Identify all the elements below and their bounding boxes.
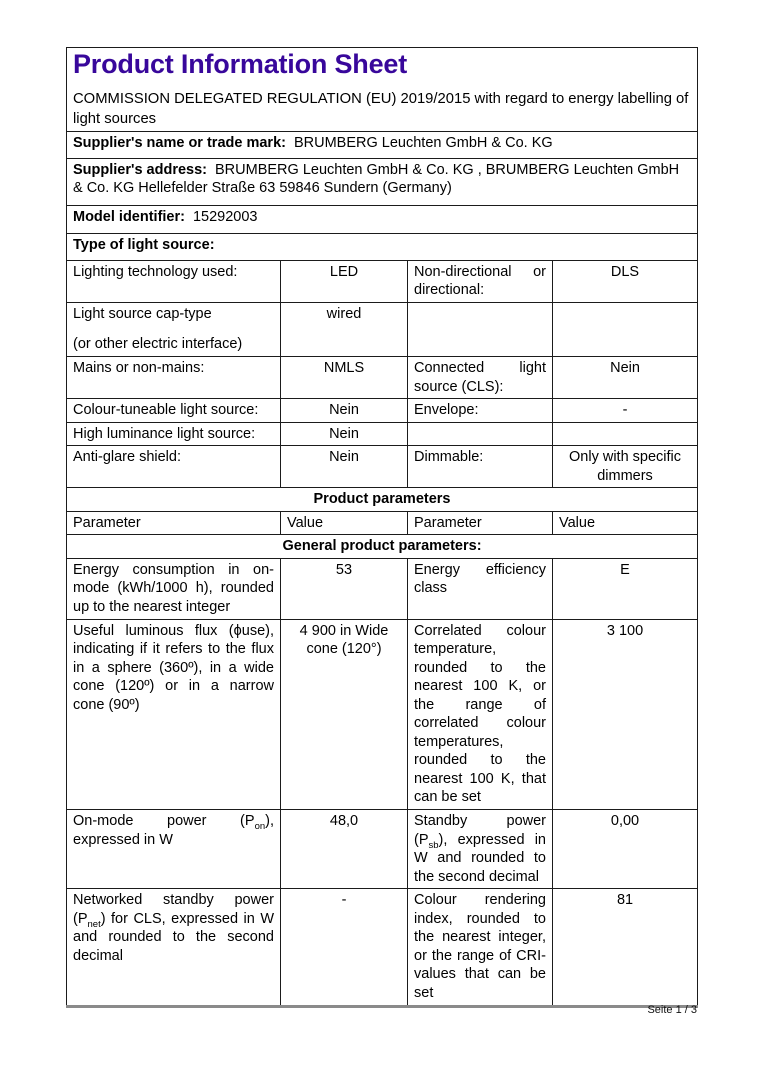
param-label	[408, 302, 553, 356]
section-header-row	[67, 488, 698, 512]
table-row	[67, 446, 698, 488]
param-label: On-mode power $(P_{on})$, expressed in W	[67, 810, 281, 889]
column-header-value: Value	[553, 511, 698, 535]
param-value: 81	[553, 889, 698, 1006]
cap-type-line2: (or other electric interface)	[73, 336, 243, 353]
column-header-parameter: Parameter	[67, 511, 281, 535]
supplier-address-row	[67, 158, 698, 205]
title-cell	[67, 48, 698, 132]
param-value: E	[553, 558, 698, 619]
param-label: Colour rendering index, rounded to the nearest integer, or the range of CRI-values that can be set	[408, 889, 553, 1006]
param-value	[553, 302, 698, 356]
param-label: Energy efficiency class	[408, 558, 553, 619]
param-label: Energy consumption in on-mode (kWh/1000 h), rounded up to the nearest integer	[67, 558, 281, 619]
table-row	[67, 619, 698, 809]
param-value: -	[281, 889, 408, 1006]
supplier-address-label: Supplier's address:	[73, 161, 207, 178]
param-value: wired	[281, 302, 408, 356]
page-number: Seite 1 / 3	[647, 1004, 697, 1016]
product-information-sheet	[66, 47, 697, 1008]
table-row	[67, 302, 698, 356]
type-of-light-source-cell	[67, 233, 698, 260]
param-label: Dimmable:	[408, 446, 553, 488]
param-value: Only with specific dimmers	[553, 446, 698, 488]
param-label: Colour-tuneable light source:	[67, 399, 281, 423]
param-value: 48,0	[281, 810, 408, 889]
model-identifier-value: 15292003	[192, 208, 258, 225]
column-header-parameter: Parameter	[408, 511, 553, 535]
supplier-name-row	[67, 131, 698, 158]
param-value: Nein	[281, 422, 408, 446]
model-identifier-row	[67, 205, 698, 233]
table-row	[67, 399, 698, 423]
regulation-subtitle: COMMISSION DELEGATED REGULATION (EU) 2019/2015 with regard to energy labelling of light sources	[73, 91, 689, 127]
param-label: Mains or non-mains:	[67, 357, 281, 399]
document-table	[66, 47, 698, 1008]
page-title: Product Information Sheet	[73, 49, 408, 79]
table-row	[67, 357, 698, 399]
cap-type-line1: Light source cap-type	[73, 305, 212, 322]
supplier-address-value: BRUMBERG Leuchten GmbH & Co. KG , BRUMBERG Leuchten GmbH & Co. KG Hellefelder Straße 63 59846 Sundern (Germany)	[73, 161, 680, 197]
product-parameters-header: Product parameters	[67, 488, 698, 512]
table-row	[67, 558, 698, 619]
param-value: DLS	[553, 260, 698, 302]
table-row	[67, 889, 698, 1006]
param-value: NMLS	[281, 357, 408, 399]
model-identifier-cell	[67, 205, 698, 233]
param-value: -	[553, 399, 698, 423]
table-row	[67, 422, 698, 446]
general-product-parameters-header: General product parameters:	[67, 535, 698, 559]
param-label: Standby power $(P_{sb})$, expressed in W and rounded to the second decimal	[408, 810, 553, 889]
param-label: Envelope:	[408, 399, 553, 423]
param-label	[67, 302, 281, 356]
column-header-row	[67, 511, 698, 535]
table-row	[67, 810, 698, 889]
supplier-address-cell	[67, 158, 698, 205]
param-label	[408, 422, 553, 446]
table-row	[67, 260, 698, 302]
supplier-name-label: Supplier's name or trade mark:	[73, 134, 286, 151]
param-label: Anti-glare shield:	[67, 446, 281, 488]
param-label: Non-directional or directional:	[408, 260, 553, 302]
title-row	[67, 48, 698, 132]
param-label: Networked standby power $(P_{net})$ for CLS, expressed in W and rounded to the second decimal	[67, 889, 281, 1006]
param-value: 0,00	[553, 810, 698, 889]
param-label: High luminance light source:	[67, 422, 281, 446]
param-value: Nein	[553, 357, 698, 399]
type-of-light-source-row	[67, 233, 698, 260]
param-label: Lighting technology used:	[67, 260, 281, 302]
type-of-light-source-label: Type of light source:	[73, 236, 215, 253]
param-label: Correlated colour temperature, rounded to the nearest 100 K, or the range of correlated colour temperatures, rounded to the nearest 100 K, that can be set	[408, 619, 553, 809]
supplier-name-value: BRUMBERG Leuchten GmbH & Co. KG	[293, 134, 553, 151]
param-label: Connected light source (CLS):	[408, 357, 553, 399]
supplier-name-cell	[67, 131, 698, 158]
param-value: Nein	[281, 446, 408, 488]
param-label: Useful luminous flux (ϕuse), indicating if it refers to the flux in a sphere (360º), in a wide cone (120º) or in a narrow cone (90º)	[67, 619, 281, 809]
param-value: LED	[281, 260, 408, 302]
param-value	[553, 422, 698, 446]
column-header-value: Value	[281, 511, 408, 535]
param-value: Nein	[281, 399, 408, 423]
model-identifier-label: Model identifier:	[73, 208, 185, 225]
param-value: 4 900 in Wide cone (120°)	[281, 619, 408, 809]
param-value: 53	[281, 558, 408, 619]
subsection-header-row	[67, 535, 698, 559]
param-value: 3 100	[553, 619, 698, 809]
